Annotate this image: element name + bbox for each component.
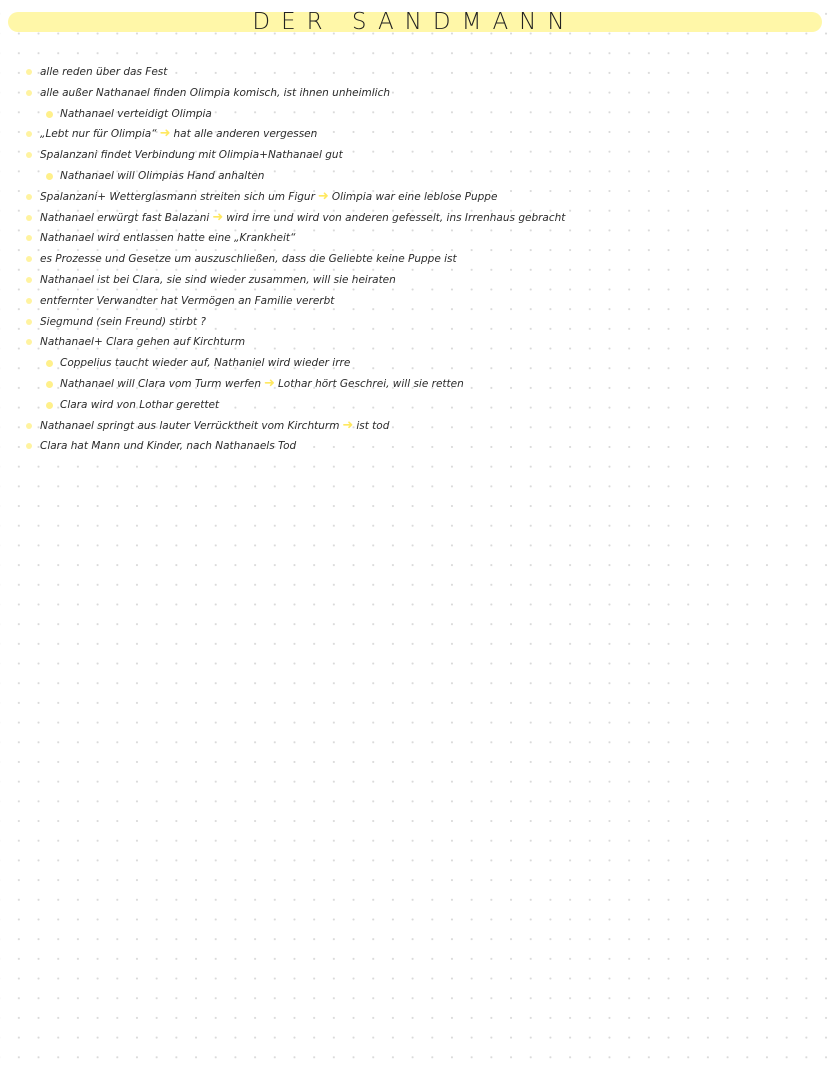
note-text-part: wird irre und wird von anderen gefesselt, ins Irrenhaus gebracht bbox=[226, 211, 566, 224]
note-text bbox=[40, 270, 396, 290]
note-text-part: Siegmund (sein Freund) stirbt ? bbox=[40, 315, 206, 328]
note-text bbox=[40, 187, 497, 207]
arrow-right-icon: ➜ bbox=[317, 188, 329, 204]
bullet-dot bbox=[26, 194, 32, 200]
note-text-part: es Prozesse und Gesetze um auszuschließen, dass die Geliebte keine Puppe ist bbox=[40, 253, 457, 266]
bullet-dot bbox=[26, 339, 32, 345]
note-text bbox=[40, 208, 565, 228]
note-text-part: Nathanael springt aus lauter Verrücktheit vom Kirchturm bbox=[40, 419, 340, 432]
bullet-dot bbox=[26, 319, 32, 325]
arrow-right-icon: ➜ bbox=[264, 376, 275, 391]
bullet-dot bbox=[26, 235, 32, 241]
note-text-part: Lothar hört Geschrei, will sie retten bbox=[277, 378, 464, 390]
note-text bbox=[60, 374, 464, 394]
note-text bbox=[40, 145, 343, 165]
bullet-dot bbox=[46, 111, 53, 118]
note-text-part: Spalanzani+ Wetterglasmann streiten sich um Figur bbox=[40, 190, 315, 203]
bullet-dot bbox=[26, 256, 32, 262]
note-text-part: alle reden über das Fest bbox=[40, 66, 168, 78]
note-text bbox=[40, 312, 206, 332]
bullet-dot bbox=[26, 131, 32, 137]
arrow-right-icon: ➜ bbox=[342, 417, 354, 433]
bullet-dot bbox=[26, 90, 32, 96]
note-text bbox=[60, 353, 350, 373]
bullet-dot bbox=[46, 173, 53, 180]
note-text bbox=[40, 291, 334, 311]
bullet-dot bbox=[46, 381, 53, 388]
note-text bbox=[60, 104, 212, 124]
bullet-dot bbox=[26, 298, 32, 304]
note-text bbox=[40, 124, 317, 144]
note-text-part: Nathanael verteidigt Olimpia bbox=[60, 107, 212, 120]
note-text bbox=[40, 83, 390, 103]
note-text-part: alle außer Nathanael finden Olimpia komisch, ist ihnen unheimlich bbox=[40, 86, 390, 99]
note-text-part: Clara wird von Lothar gerettet bbox=[60, 398, 220, 411]
note-text-part: Coppelius taucht wieder auf, Nathaniel wird wieder irre bbox=[60, 357, 351, 370]
bullet-dot bbox=[46, 360, 53, 367]
note-text-part: Nathanael ist bei Clara, sie sind wieder zusammen, will sie heiraten bbox=[40, 274, 396, 286]
note-text bbox=[40, 249, 457, 269]
page-title: DER SANDMANN bbox=[252, 9, 576, 35]
note-text bbox=[60, 166, 264, 186]
note-text bbox=[40, 62, 167, 82]
note-text-part: Spalanzani findet Verbindung mit Olimpia+Nathanael gut bbox=[40, 149, 343, 162]
note-text bbox=[60, 395, 219, 415]
arrow-right-icon: ➜ bbox=[212, 209, 224, 225]
bullet-dot bbox=[26, 152, 32, 158]
note-text bbox=[40, 416, 389, 436]
note-text-part: Nathanael wird entlassen hatte eine „Krankheit“ bbox=[40, 232, 296, 245]
note-text bbox=[40, 332, 245, 352]
bullet-dot bbox=[26, 443, 32, 449]
note-text-part: ist tod bbox=[356, 419, 390, 432]
bullet-dot bbox=[26, 423, 32, 429]
arrow-right-icon: ➜ bbox=[159, 126, 171, 142]
note-text-part: Nathanael+ Clara gehen auf Kirchturm bbox=[40, 336, 246, 349]
bullet-dot bbox=[26, 69, 32, 75]
note-text-part: Nathanael will Clara vom Turm werfen bbox=[60, 378, 262, 390]
note-text-part: Nathanael will Olimpias Hand anhalten bbox=[60, 170, 265, 182]
note-text-part: Olimpia war eine leblose Puppe bbox=[331, 190, 498, 203]
note-text-part: Clara hat Mann und Kinder, nach Nathanaels Tod bbox=[40, 440, 297, 453]
note-text-part: hat alle anderen vergessen bbox=[173, 128, 318, 141]
note-text-part: Nathanael erwürgt fast Balazani bbox=[40, 211, 210, 224]
note-text-part: „Lebt nur für Olimpia“ bbox=[40, 128, 157, 141]
bullet-dot bbox=[26, 277, 32, 283]
note-text bbox=[40, 228, 295, 248]
note-text bbox=[40, 436, 296, 456]
bullet-dot bbox=[46, 402, 53, 409]
bullet-dot bbox=[26, 215, 32, 221]
note-text-part: entfernter Verwandter hat Vermögen an Familie vererbt bbox=[40, 294, 335, 307]
